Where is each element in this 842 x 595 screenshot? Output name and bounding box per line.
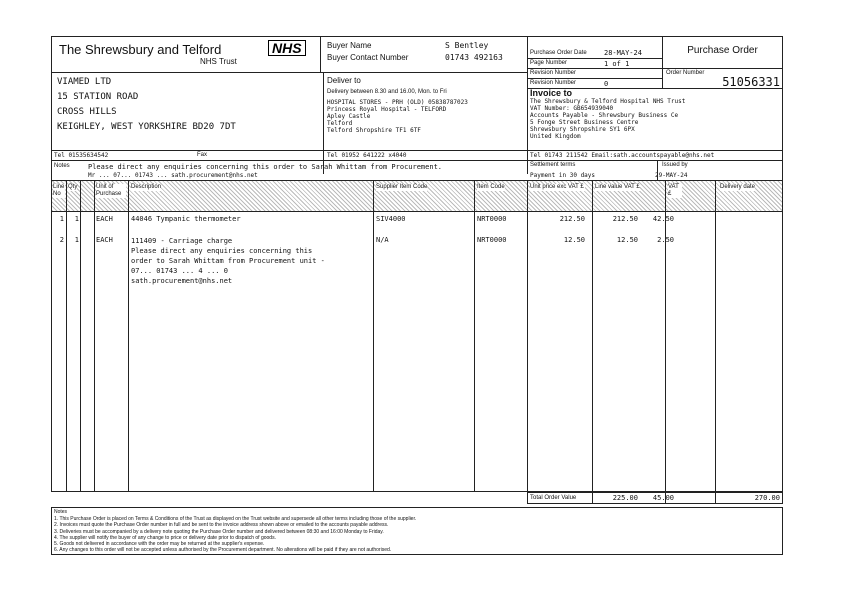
col-uom: Unit of Purchase	[96, 184, 126, 198]
page-number: 1 of 1	[604, 60, 630, 68]
po-date: 28-MAY-24	[604, 49, 642, 57]
buyer-name-label: Buyer Name	[327, 41, 372, 50]
footer-note: 4. The supplier will notify the buyer of any change to price or delivery date prior to dispatch of goods.	[54, 534, 276, 541]
total-vat: 45.00	[652, 494, 674, 502]
footer-note: 3. Deliveries must be accompanied by a delivery note quoting the Purchase Order number and delivered between 08:30 and 16:00 Monday to Friday.	[54, 528, 384, 535]
row-uom: EACH	[96, 215, 113, 223]
order-number: 51056331	[722, 75, 780, 89]
deliver-line: Apley Castle	[327, 113, 371, 120]
row-vat: 42.50	[652, 215, 674, 223]
col-vat: VAT £	[668, 184, 682, 198]
row-unit-price: 212.50	[559, 215, 585, 223]
supplier-fax-label: Fax	[197, 152, 208, 158]
invoice-address	[530, 98, 685, 140]
delivery-times: Delivery between 8.30 and 16.00, Mon. to Fri	[327, 89, 447, 95]
po-date-label: Purchase Order Date	[530, 50, 587, 56]
invoice-line: The Shrewsbury & Telford Hospital NHS Trust	[530, 98, 686, 105]
invoice-to-label: Invoice to	[530, 88, 573, 98]
footer-note: 6. Any changes to this order will not be accepted unless authorised by the Procurement department. No alterations will be paid if they are not authorised.	[54, 547, 392, 554]
footer-note: 1. This Purchase Order is placed on Terms & Conditions of the Trust as displayed on the Trust website and supersede all other terms including those of the supplier.	[54, 516, 417, 522]
issued-by-label: Issued by	[662, 162, 688, 168]
invoice-line: 5 Fonge Street Business Centre	[530, 119, 639, 126]
footer-note: 5. Goods not delivered in accordance with the order may be returned at the supplier's expense.	[54, 541, 265, 548]
invoice-line: Accounts Payable - Shrewsbury Business Ce	[530, 112, 679, 119]
row-qty: 1	[74, 236, 79, 244]
revision-number-label: Revision Number	[530, 70, 577, 76]
supplier-tel: Tel 01535634542	[54, 152, 109, 159]
col-item: Item Code	[477, 184, 505, 190]
row-item: NRT0000	[477, 215, 507, 223]
col-unit-price: Unit price exc VAT £	[530, 184, 584, 190]
supplier-line: VIAMED LTD	[57, 77, 112, 87]
row-line-value: 12.50	[616, 236, 638, 244]
deliver-line: Princess Royal Hospital - TELFORD	[327, 106, 447, 113]
col-description: Description	[131, 184, 162, 190]
row-line: 1	[59, 215, 64, 223]
nhs-logo: NHS	[268, 40, 306, 56]
row-supplier-item: SIV4000	[376, 215, 406, 223]
row-description: 111409 - Carriage charge Please direct any enquiries concerning this order to Sarah Whittam from Procurement unit - 07... 01743 ... 4 ... 0 sath.procurement@nhs.net	[131, 237, 325, 285]
buyer-contact: 01743 492163	[445, 53, 503, 62]
footer-notes-label: Notes	[54, 509, 68, 515]
supplier-line: CROSS HILLS	[57, 107, 117, 117]
deliver-address	[327, 99, 468, 134]
buyer-name: S Bentley	[445, 41, 489, 50]
footer-notes-list	[54, 516, 779, 554]
settlement-terms: Payment in 30 days	[530, 172, 596, 179]
revision-value: 0	[604, 80, 609, 88]
col-line-value: Line value VAT £	[595, 184, 640, 190]
invoice-line: United Kingdom	[530, 133, 581, 140]
trust-name: The Shrewsbury and Telford	[59, 42, 222, 57]
deliver-line: Telford Shropshire TF1 6TF	[327, 127, 421, 134]
row-item: NRT0000	[477, 236, 507, 244]
table-row	[0, 215, 842, 225]
supplier-line: 15 STATION ROAD	[57, 92, 139, 102]
row-line-value: 212.50	[612, 215, 638, 223]
total-label: Total Order Value	[530, 495, 577, 501]
footer-note: 2. Invoices must quote the Purchase Order number in full and be sent to the invoice address shown above or emailed to the accounts payable address.	[54, 522, 389, 529]
deliver-line: HOSPITAL STORES - PRH (OLD) 05838787023	[327, 99, 468, 106]
row-qty: 1	[74, 215, 79, 223]
notes-text: Please direct any enquiries concerning this order to Sarah Whittam from Procurement.	[88, 163, 443, 171]
invoice-tel: Tel 01743 211542 Email:sath.accountspayable@nhs.net	[530, 152, 715, 159]
deliver-to-label: Deliver to	[327, 76, 361, 85]
row-uom: EACH	[96, 236, 113, 244]
col-line: Line No	[53, 184, 65, 197]
col-supplier-item: Supplier Item Code	[376, 184, 428, 190]
trust-sub: NHS Trust	[200, 57, 237, 66]
revision-date-label: Revision Number	[530, 80, 577, 86]
row-supplier-item: N/A	[376, 236, 389, 244]
deliver-tel: Tel 01952 641222 x4040	[327, 152, 407, 159]
total-net: 225.00	[612, 494, 638, 502]
row-description: 44046 Tympanic thermometer	[131, 215, 241, 223]
settlement-terms-label: Settlement terms	[530, 162, 576, 168]
notes-contact: Mr ... 07... 01743 ... sath.procurement@nhs.net	[88, 172, 258, 179]
deliver-line: Telford	[327, 120, 353, 127]
row-vat: 2.50	[657, 236, 674, 244]
invoice-line: VAT Number: GB654939040	[530, 105, 614, 112]
invoice-line: Shrewsbury Shropshire SY1 6PX	[530, 126, 635, 133]
notes-label: Notes	[54, 163, 70, 169]
table-row	[0, 236, 842, 286]
supplier-address	[57, 75, 236, 135]
col-qty: Qty	[68, 184, 78, 190]
buyer-contact-label: Buyer Contact Number	[327, 53, 409, 62]
document-title: Purchase Order	[687, 45, 758, 56]
total-gross: 270.00	[754, 494, 780, 502]
row-unit-price: 12.50	[563, 236, 585, 244]
issued-by: 29-MAY-24	[655, 172, 688, 179]
row-line: 2	[59, 236, 64, 244]
col-delivery: Delivery date	[720, 184, 756, 190]
order-number-label: Order Number	[666, 70, 705, 76]
supplier-line: KEIGHLEY, WEST YORKSHIRE BD20 7DT	[57, 122, 236, 132]
page-number-label: Page Number	[530, 60, 568, 66]
